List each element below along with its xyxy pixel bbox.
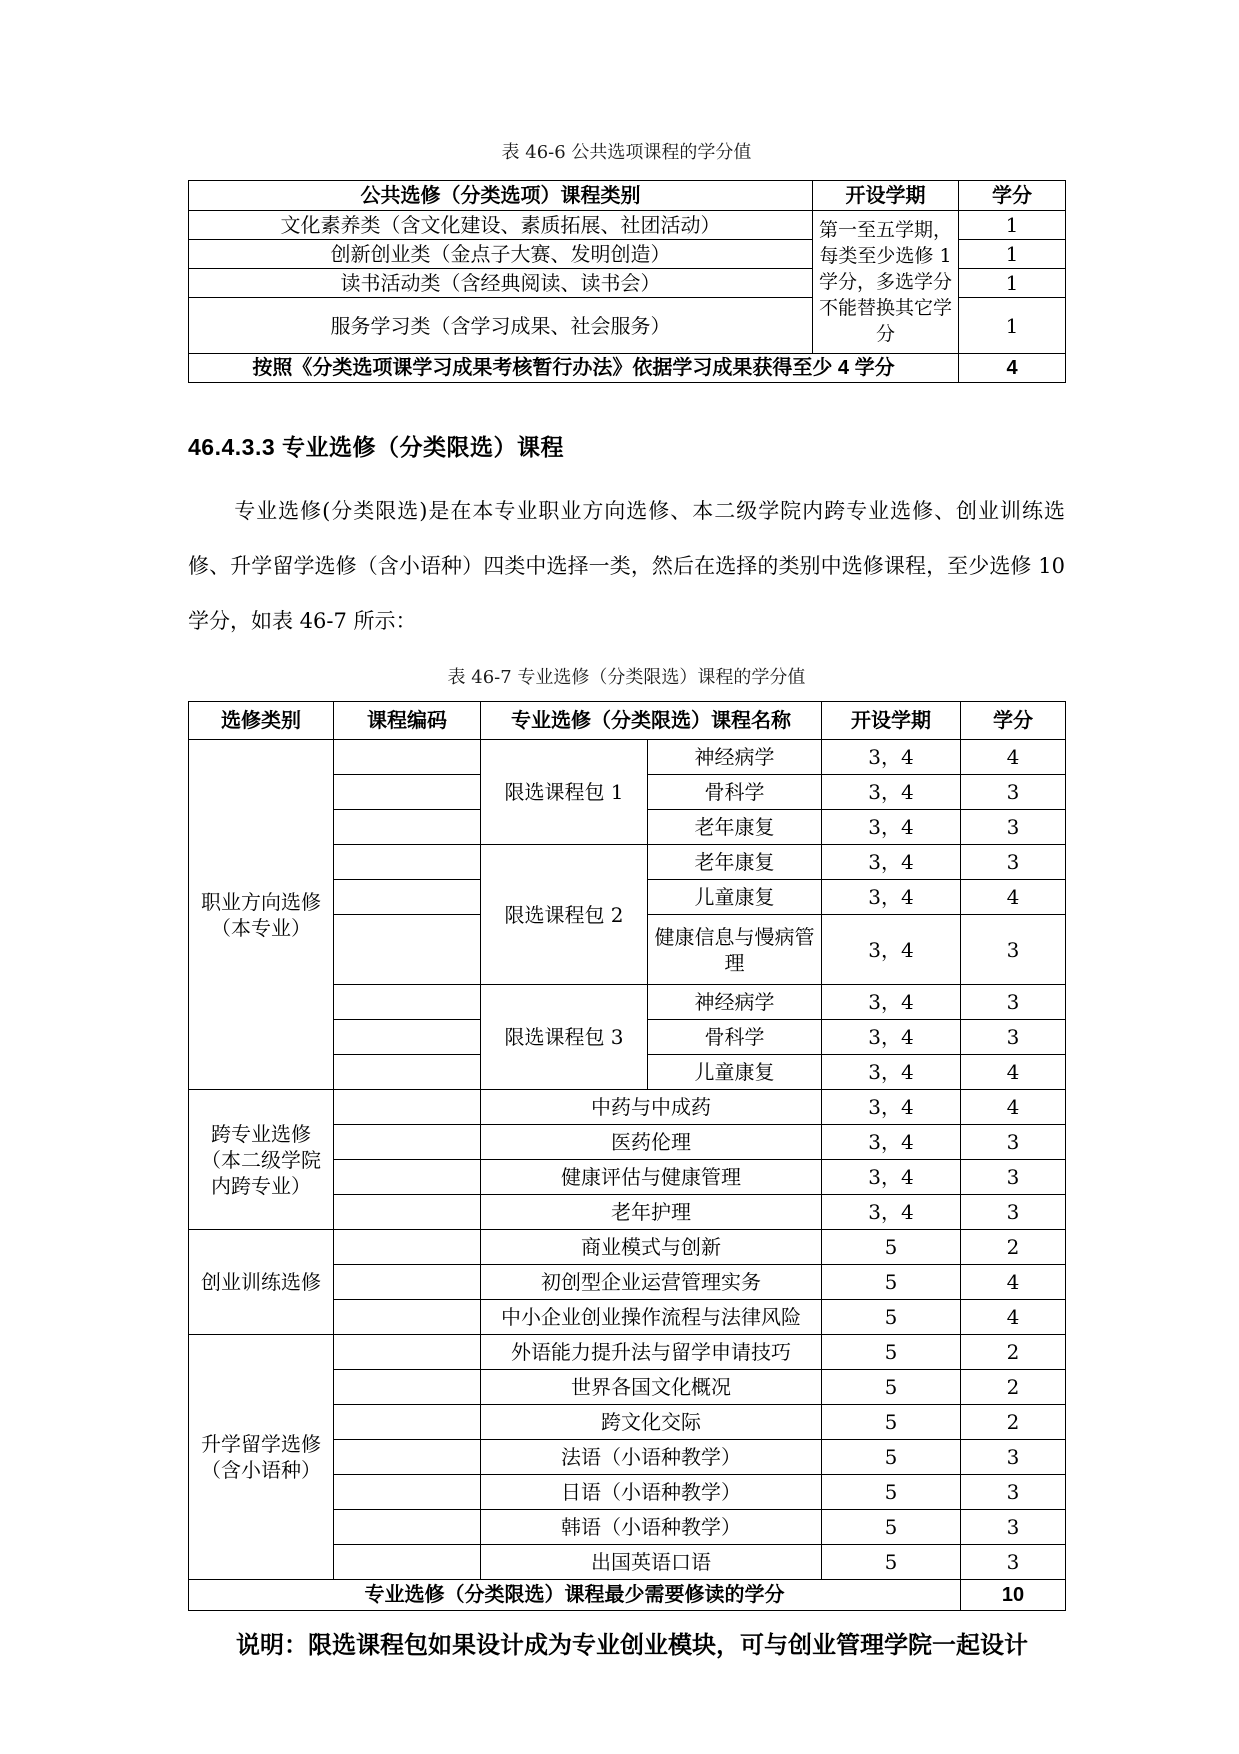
col-header-credits: 学分 [959,181,1066,211]
term-cell: 5 [822,1510,961,1545]
table-row [189,211,1066,240]
table-row [189,1335,1066,1370]
credits-cell: 4 [961,1265,1066,1300]
course-name-cell: 法语（小语种教学） [481,1440,822,1475]
credits-cell: 4 [961,880,1066,915]
section-heading: 46.4.3.3 专业选修（分类限选）课程 [188,434,565,460]
col-header-course-name: 专业选修（分类限选）课程名称 [481,702,822,740]
credits-cell: 1 [959,211,1066,240]
table-row [189,740,1066,775]
course-name-cell: 医药伦理 [481,1125,822,1160]
footer-label-cell: 专业选修（分类限选）课程最少需要修读的学分 [189,1580,961,1611]
term-cell: 3，4 [822,810,961,845]
footer-credits-cell: 10 [961,1580,1066,1611]
term-cell: 3，4 [822,985,961,1020]
credits-cell: 2 [961,1405,1066,1440]
course-code-cell [334,985,481,1020]
term-cell: 3，4 [822,1055,961,1090]
term-cell: 5 [822,1440,961,1475]
table-46-7 [188,701,1066,1611]
course-name-cell: 出国英语口语 [481,1545,822,1580]
course-code-cell [334,1125,481,1160]
course-name-cell: 初创型企业运营管理实务 [481,1265,822,1300]
col-header-credits: 学分 [961,702,1066,740]
course-code-cell [334,1370,481,1405]
course-code-cell [334,1545,481,1580]
term-cell: 3，4 [822,1090,961,1125]
term-cell: 3，4 [822,845,961,880]
course-code-cell [334,915,481,985]
course-code-cell [334,740,481,775]
footnote: 说明：限选课程包如果设计成为专业创业模块，可与创业管理学院一起设计 [236,1632,1028,1659]
course-name-cell: 骨科学 [648,775,822,810]
credits-cell: 4 [961,1090,1066,1125]
credits-cell: 3 [961,1160,1066,1195]
category-cell: 文化素养类（含文化建设、素质拓展、社团活动） [189,211,813,240]
credits-cell: 3 [961,1545,1066,1580]
category-cell: 创业训练选修 [189,1230,334,1335]
footer-label-cell: 按照《分类选项课学习成果考核暂行办法》依据学习成果获得至少 4 学分 [189,354,959,383]
category-cell: 升学留学选修（含小语种） [189,1335,334,1580]
term-cell: 3，4 [822,915,961,985]
course-name-cell: 世界各国文化概况 [481,1370,822,1405]
term-cell: 5 [822,1335,961,1370]
credits-cell: 2 [961,1335,1066,1370]
course-name-cell: 韩语（小语种教学） [481,1510,822,1545]
table1-footer-row [189,354,1066,383]
package-cell: 限选课程包 3 [481,985,648,1090]
course-name-cell: 骨科学 [648,1020,822,1055]
credits-cell: 3 [961,775,1066,810]
course-code-cell [334,775,481,810]
course-name-cell: 神经病学 [648,740,822,775]
course-name-cell: 老年护理 [481,1195,822,1230]
term-cell: 3，4 [822,775,961,810]
credits-cell: 1 [959,298,1066,354]
course-name-cell: 中小企业创业操作流程与法律风险 [481,1300,822,1335]
credits-cell: 3 [961,985,1066,1020]
course-code-cell [334,1405,481,1440]
package-cell: 限选课程包 2 [481,845,648,985]
course-code-cell [334,1160,481,1195]
body-paragraph: 专业选修(分类限选)是在本专业职业方向选修、本二级学院内跨专业选修、创业训练选修、升学留学选修（含小语种）四类中选择一类，然后在选择的类别中选修课程，至少选修 10 学分，如表 46-7 所示： [188,499,1065,633]
course-code-cell [334,1440,481,1475]
table2-footer-row [189,1580,1066,1611]
table-row [189,1230,1066,1265]
credits-cell: 3 [961,1440,1066,1475]
col-header-category: 公共选修（分类选项）课程类别 [189,181,813,211]
table2-caption: 表 46-7 专业选修（分类限选）课程的学分值 [447,667,806,688]
term-cell: 5 [822,1230,961,1265]
footer-credits-cell: 4 [959,354,1066,383]
credits-cell: 3 [961,1475,1066,1510]
term-cell: 5 [822,1370,961,1405]
category-cell: 服务学习类（含学习成果、社会服务） [189,298,813,354]
credits-cell: 1 [959,269,1066,298]
course-name-cell: 日语（小语种教学） [481,1475,822,1510]
table2-header-row [189,702,1066,740]
credits-cell: 1 [959,240,1066,269]
course-name-cell: 外语能力提升法与留学申请技巧 [481,1335,822,1370]
credits-cell: 3 [961,915,1066,985]
course-code-cell [334,1090,481,1125]
package-cell: 限选课程包 1 [481,740,648,845]
course-code-cell [334,1195,481,1230]
course-code-cell [334,1335,481,1370]
category-cell: 读书活动类（含经典阅读、读书会） [189,269,813,298]
course-name-cell: 老年康复 [648,810,822,845]
credits-cell: 3 [961,1510,1066,1545]
course-code-cell [334,1020,481,1055]
term-cell: 5 [822,1475,961,1510]
table-46-6 [188,180,1066,383]
credits-cell: 3 [961,1195,1066,1230]
course-code-cell [334,810,481,845]
col-header-term: 开设学期 [822,702,961,740]
course-code-cell [334,845,481,880]
term-cell: 3，4 [822,880,961,915]
course-name-cell: 儿童康复 [648,880,822,915]
credits-cell: 3 [961,1125,1066,1160]
credits-cell: 4 [961,1300,1066,1335]
credits-cell: 2 [961,1370,1066,1405]
course-code-cell [334,1055,481,1090]
term-cell: 3，4 [822,1020,961,1055]
course-name-cell: 商业模式与创新 [481,1230,822,1265]
course-name-cell: 神经病学 [648,985,822,1020]
col-header-course-code: 课程编码 [334,702,481,740]
term-cell: 3，4 [822,1125,961,1160]
category-cell: 跨专业选修（本二级学院内跨专业） [189,1090,334,1230]
table1-caption: 表 46-6 公共选项课程的学分值 [501,142,752,163]
term-cell: 3，4 [822,1160,961,1195]
course-code-cell [334,1230,481,1265]
term-note-cell: 第一至五学期，每类至少选修 1 学分，多选学分不能替换其它学分 [813,211,959,354]
term-cell: 5 [822,1545,961,1580]
col-header-term: 开设学期 [813,181,959,211]
table1-header-row [189,181,1066,211]
credits-cell: 4 [961,1055,1066,1090]
course-code-cell [334,1510,481,1545]
credits-cell: 2 [961,1230,1066,1265]
term-cell: 5 [822,1265,961,1300]
term-cell: 5 [822,1405,961,1440]
term-cell: 5 [822,1300,961,1335]
course-name-cell: 跨文化交际 [481,1405,822,1440]
course-name-cell: 中药与中成药 [481,1090,822,1125]
category-cell: 职业方向选修（本专业） [189,740,334,1090]
credits-cell: 3 [961,845,1066,880]
col-header-elective-type: 选修类别 [189,702,334,740]
table-row [189,1090,1066,1125]
course-code-cell [334,880,481,915]
course-name-cell: 健康评估与健康管理 [481,1160,822,1195]
credits-cell: 3 [961,810,1066,845]
course-code-cell [334,1475,481,1510]
credits-cell: 3 [961,1020,1066,1055]
course-name-cell: 儿童康复 [648,1055,822,1090]
term-cell: 3，4 [822,1195,961,1230]
course-code-cell [334,1265,481,1300]
course-code-cell [334,1300,481,1335]
term-cell: 3，4 [822,740,961,775]
course-name-cell: 健康信息与慢病管理 [648,915,822,985]
credits-cell: 4 [961,740,1066,775]
course-name-cell: 老年康复 [648,845,822,880]
category-cell: 创新创业类（金点子大赛、发明创造） [189,240,813,269]
